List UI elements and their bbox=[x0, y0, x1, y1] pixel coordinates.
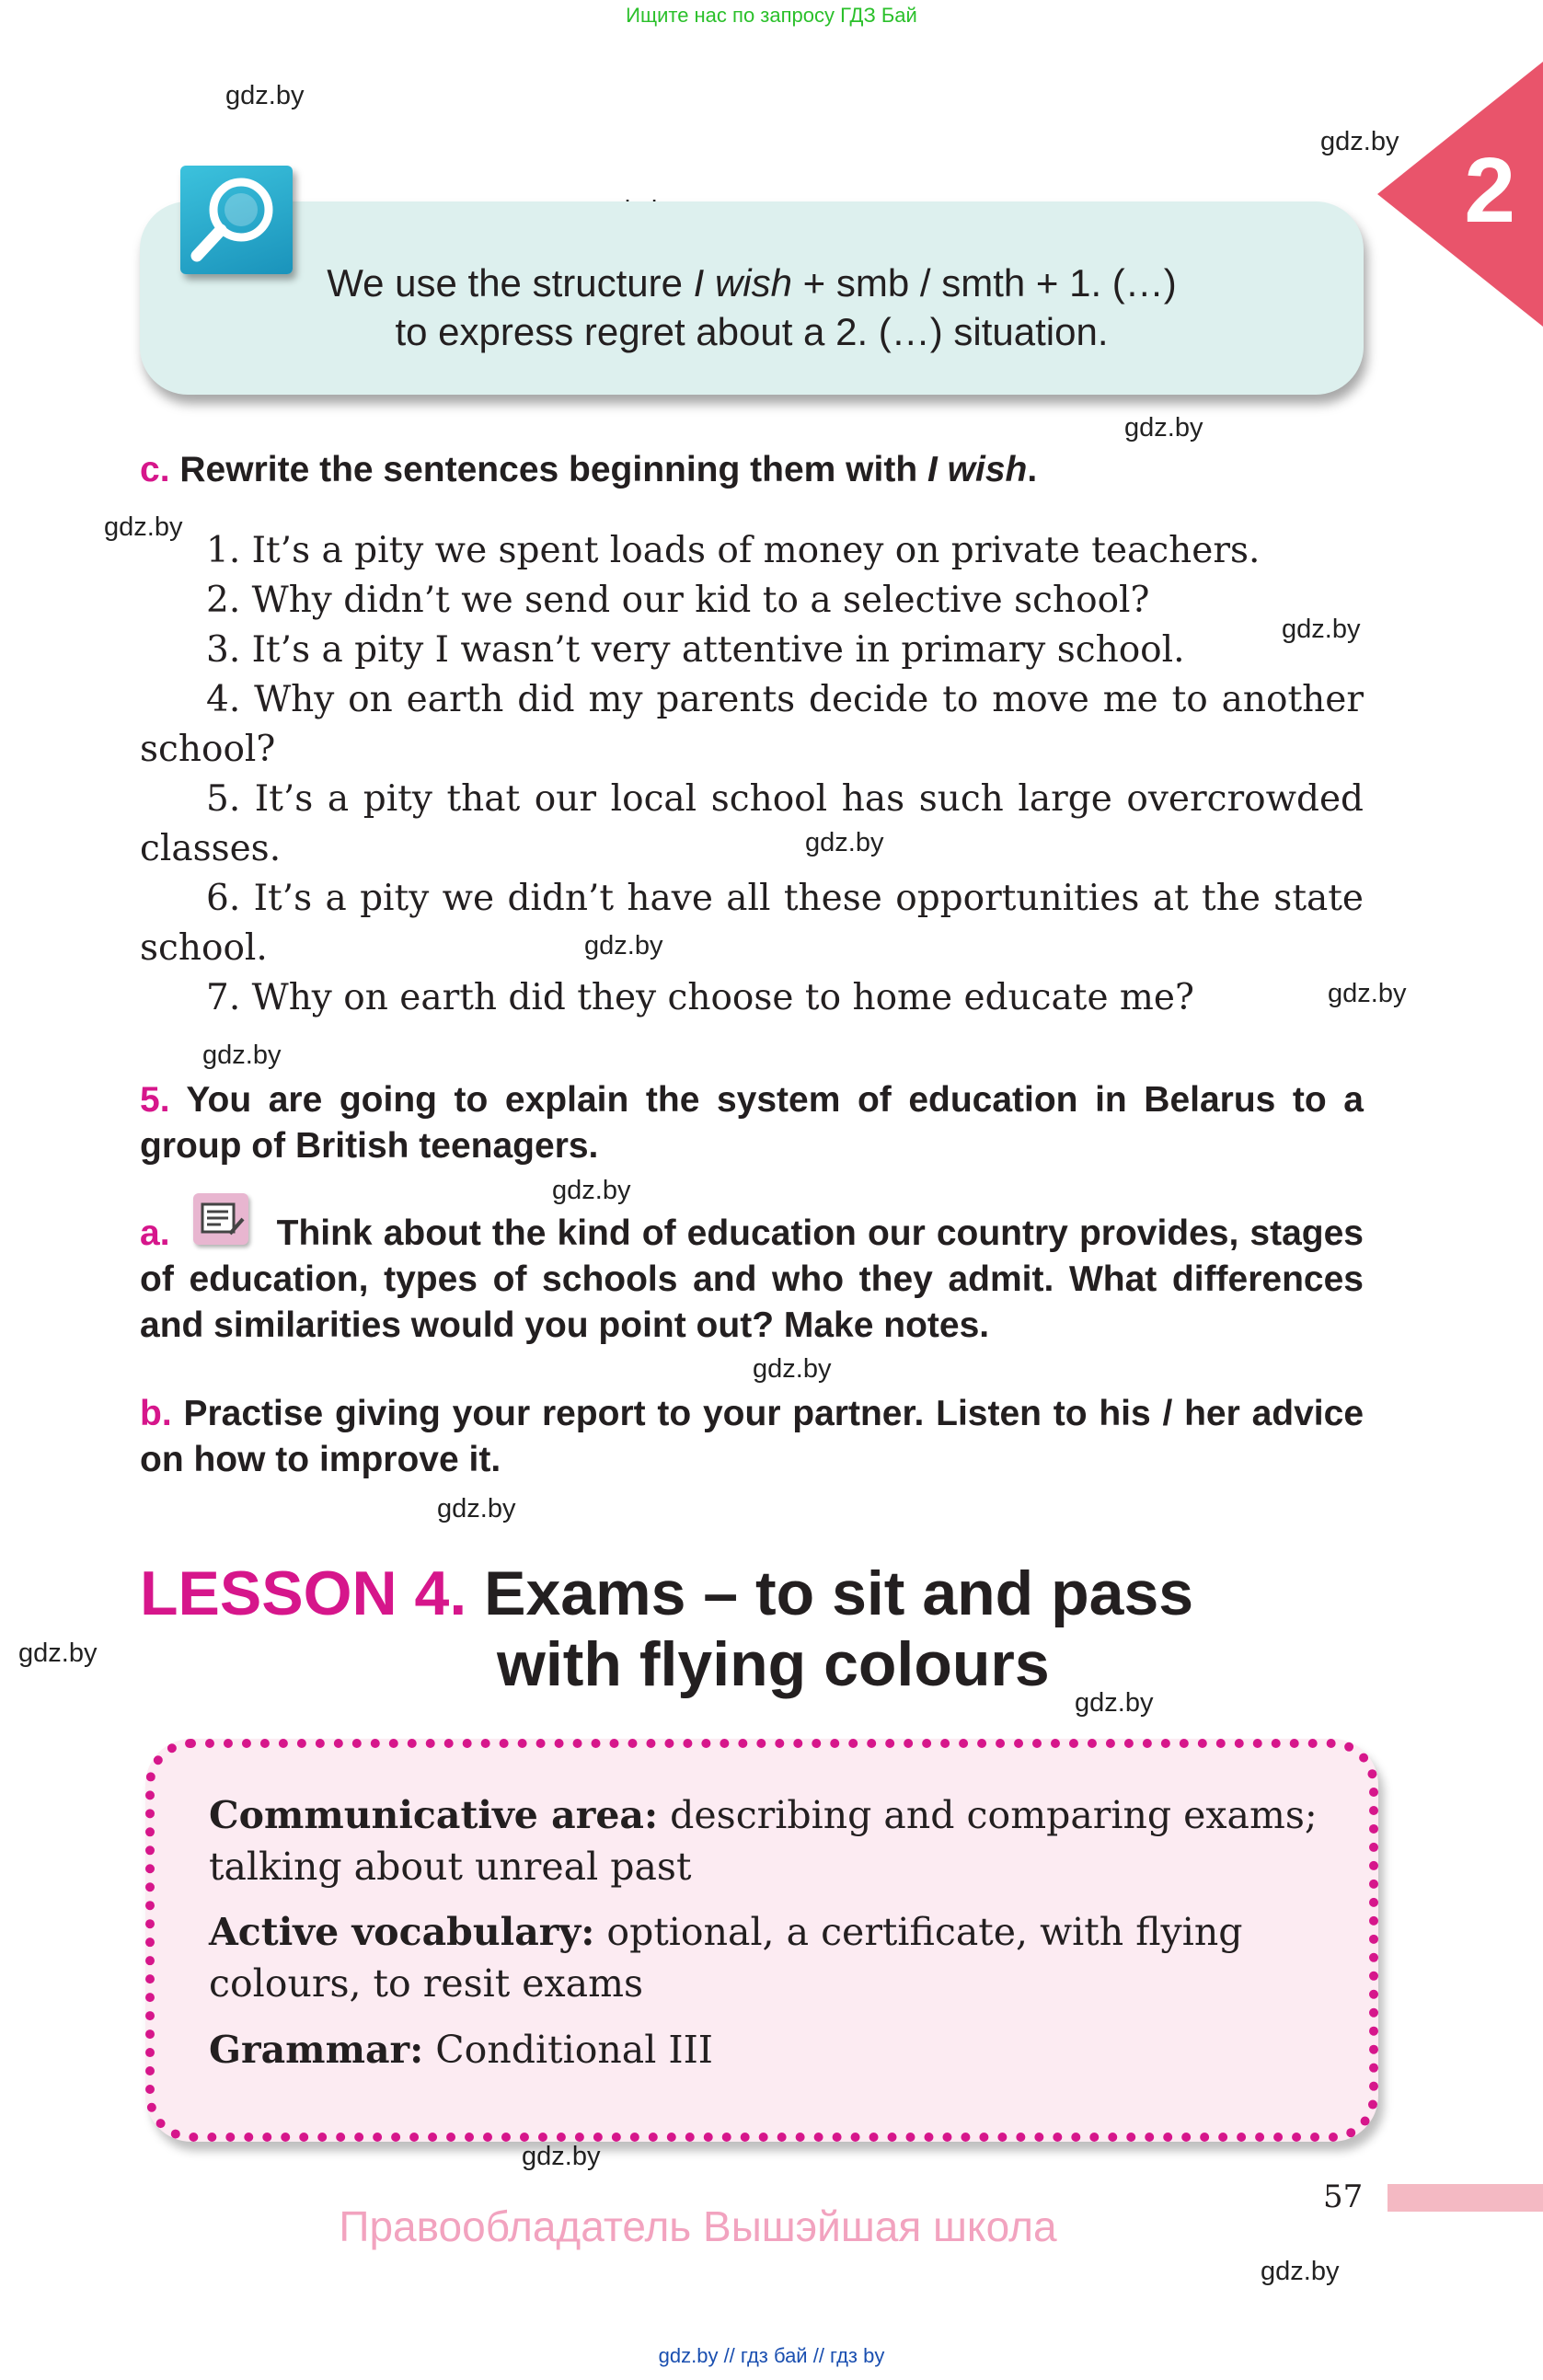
top-banner[interactable]: Ищите нас по запросу ГДЗ Бай bbox=[626, 4, 917, 27]
copyright-notice: Правообладатель Вышэйшая школа bbox=[339, 2202, 1057, 2250]
list-item: 6. It’s a pity we didn’t have all these opportunities at the state school. bbox=[140, 878, 1364, 969]
grammar-rule-text bbox=[140, 259, 1364, 356]
watermark: gdz.by bbox=[1261, 2257, 1340, 2286]
task-text: Rewrite the sentences beginning them with bbox=[179, 450, 927, 489]
chapter-tab bbox=[1377, 62, 1543, 327]
chapter-number: 2 bbox=[1464, 139, 1515, 242]
grammar-label: Grammar: bbox=[209, 2028, 424, 2072]
list-item: 4. Why on earth did my parents decide to move me to another school? bbox=[140, 679, 1364, 770]
list-item: 2. Why didn’t we send our kid to a selective school? bbox=[206, 580, 1150, 621]
list-item: 5. It’s a pity that our local school has such large overcrowded classes. bbox=[140, 778, 1364, 869]
task-5b bbox=[140, 1391, 1364, 1483]
task-label: a. bbox=[140, 1213, 170, 1253]
watermark: gdz.by bbox=[522, 2142, 601, 2171]
watermark: gdz.by bbox=[202, 1041, 282, 1070]
list-item: 7. Why on earth did they choose to home educate me? bbox=[206, 977, 1194, 1018]
grammar-text: Conditional III bbox=[423, 2028, 713, 2072]
communicative-text: describing and comparing exams; talking about unreal past bbox=[209, 1793, 1318, 1889]
rule-line1-start: We use the structure bbox=[327, 261, 694, 305]
task-5a bbox=[140, 1211, 1364, 1349]
rule-line1-end: + smb / smth + 1. (…) bbox=[792, 261, 1177, 305]
task-text: Practise giving your report to your partner. Listen to his / her advice on how to improve it. bbox=[140, 1394, 1365, 1479]
task-label: c. bbox=[140, 450, 170, 489]
watermark: gdz.by bbox=[584, 931, 663, 960]
watermark: gdz.by bbox=[225, 81, 305, 110]
rule-line1-italic: I wish bbox=[693, 261, 792, 305]
rule-line2: to express regret about a 2. (…) situation. bbox=[395, 310, 1109, 353]
vocabulary-label: Active vocabulary: bbox=[209, 1910, 595, 1954]
lesson-label: LESSON 4. bbox=[140, 1558, 467, 1628]
watermark: gdz.by bbox=[1320, 127, 1399, 156]
task-label: 5. bbox=[140, 1080, 170, 1120]
watermark: gdz.by bbox=[753, 1354, 832, 1384]
task-text: Think about the kind of education our country provides, stages of education, types of schools and who they admit. What differences and similarities would you point out? Make notes. bbox=[140, 1213, 1364, 1345]
task-c bbox=[140, 447, 1364, 493]
watermark: gdz.by bbox=[1328, 979, 1407, 1008]
watermark: gdz.by bbox=[1124, 413, 1203, 443]
watermark: gdz.by bbox=[1075, 1688, 1154, 1718]
list-item: 1. It’s a pity we spent loads of money on private teachers. bbox=[206, 530, 1261, 571]
communicative-label: Communicative area: bbox=[209, 1793, 659, 1837]
watermark: gdz.by bbox=[805, 828, 884, 857]
task-text: You are going to explain the system of education in Belarus to a group of British teenagers. bbox=[140, 1080, 1364, 1166]
task-italic: I wish bbox=[927, 450, 1028, 489]
watermark: gdz.by bbox=[552, 1176, 631, 1205]
task-5 bbox=[140, 1077, 1364, 1169]
watermark: gdz.by bbox=[437, 1494, 516, 1523]
watermark: gdz.by bbox=[18, 1638, 98, 1668]
active-vocabulary bbox=[209, 1906, 1341, 2009]
task-end: . bbox=[1027, 450, 1038, 489]
watermark: gdz.by bbox=[1282, 615, 1361, 644]
list-item: 3. It’s a pity I wasn’t very attentive in primary school. bbox=[206, 629, 1185, 671]
sentence-list bbox=[140, 526, 1364, 1023]
page-number: 57 bbox=[1323, 2179, 1364, 2215]
vocabulary-text: optional, a certificate, with flying colours, to resit exams bbox=[209, 1910, 1243, 2006]
lesson-title-line2: with flying colours bbox=[497, 1629, 1050, 1699]
grammar-topic bbox=[209, 2024, 1341, 2075]
lesson-title-line1: Exams – to sit and pass bbox=[484, 1558, 1194, 1628]
watermark: gdz.by bbox=[104, 512, 183, 542]
communicative-area bbox=[209, 1789, 1341, 1892]
footer-links[interactable]: gdz.by // гдз бай // гдз by bbox=[658, 2344, 885, 2367]
lesson-title bbox=[140, 1558, 1193, 1628]
task-label: b. bbox=[140, 1394, 172, 1433]
